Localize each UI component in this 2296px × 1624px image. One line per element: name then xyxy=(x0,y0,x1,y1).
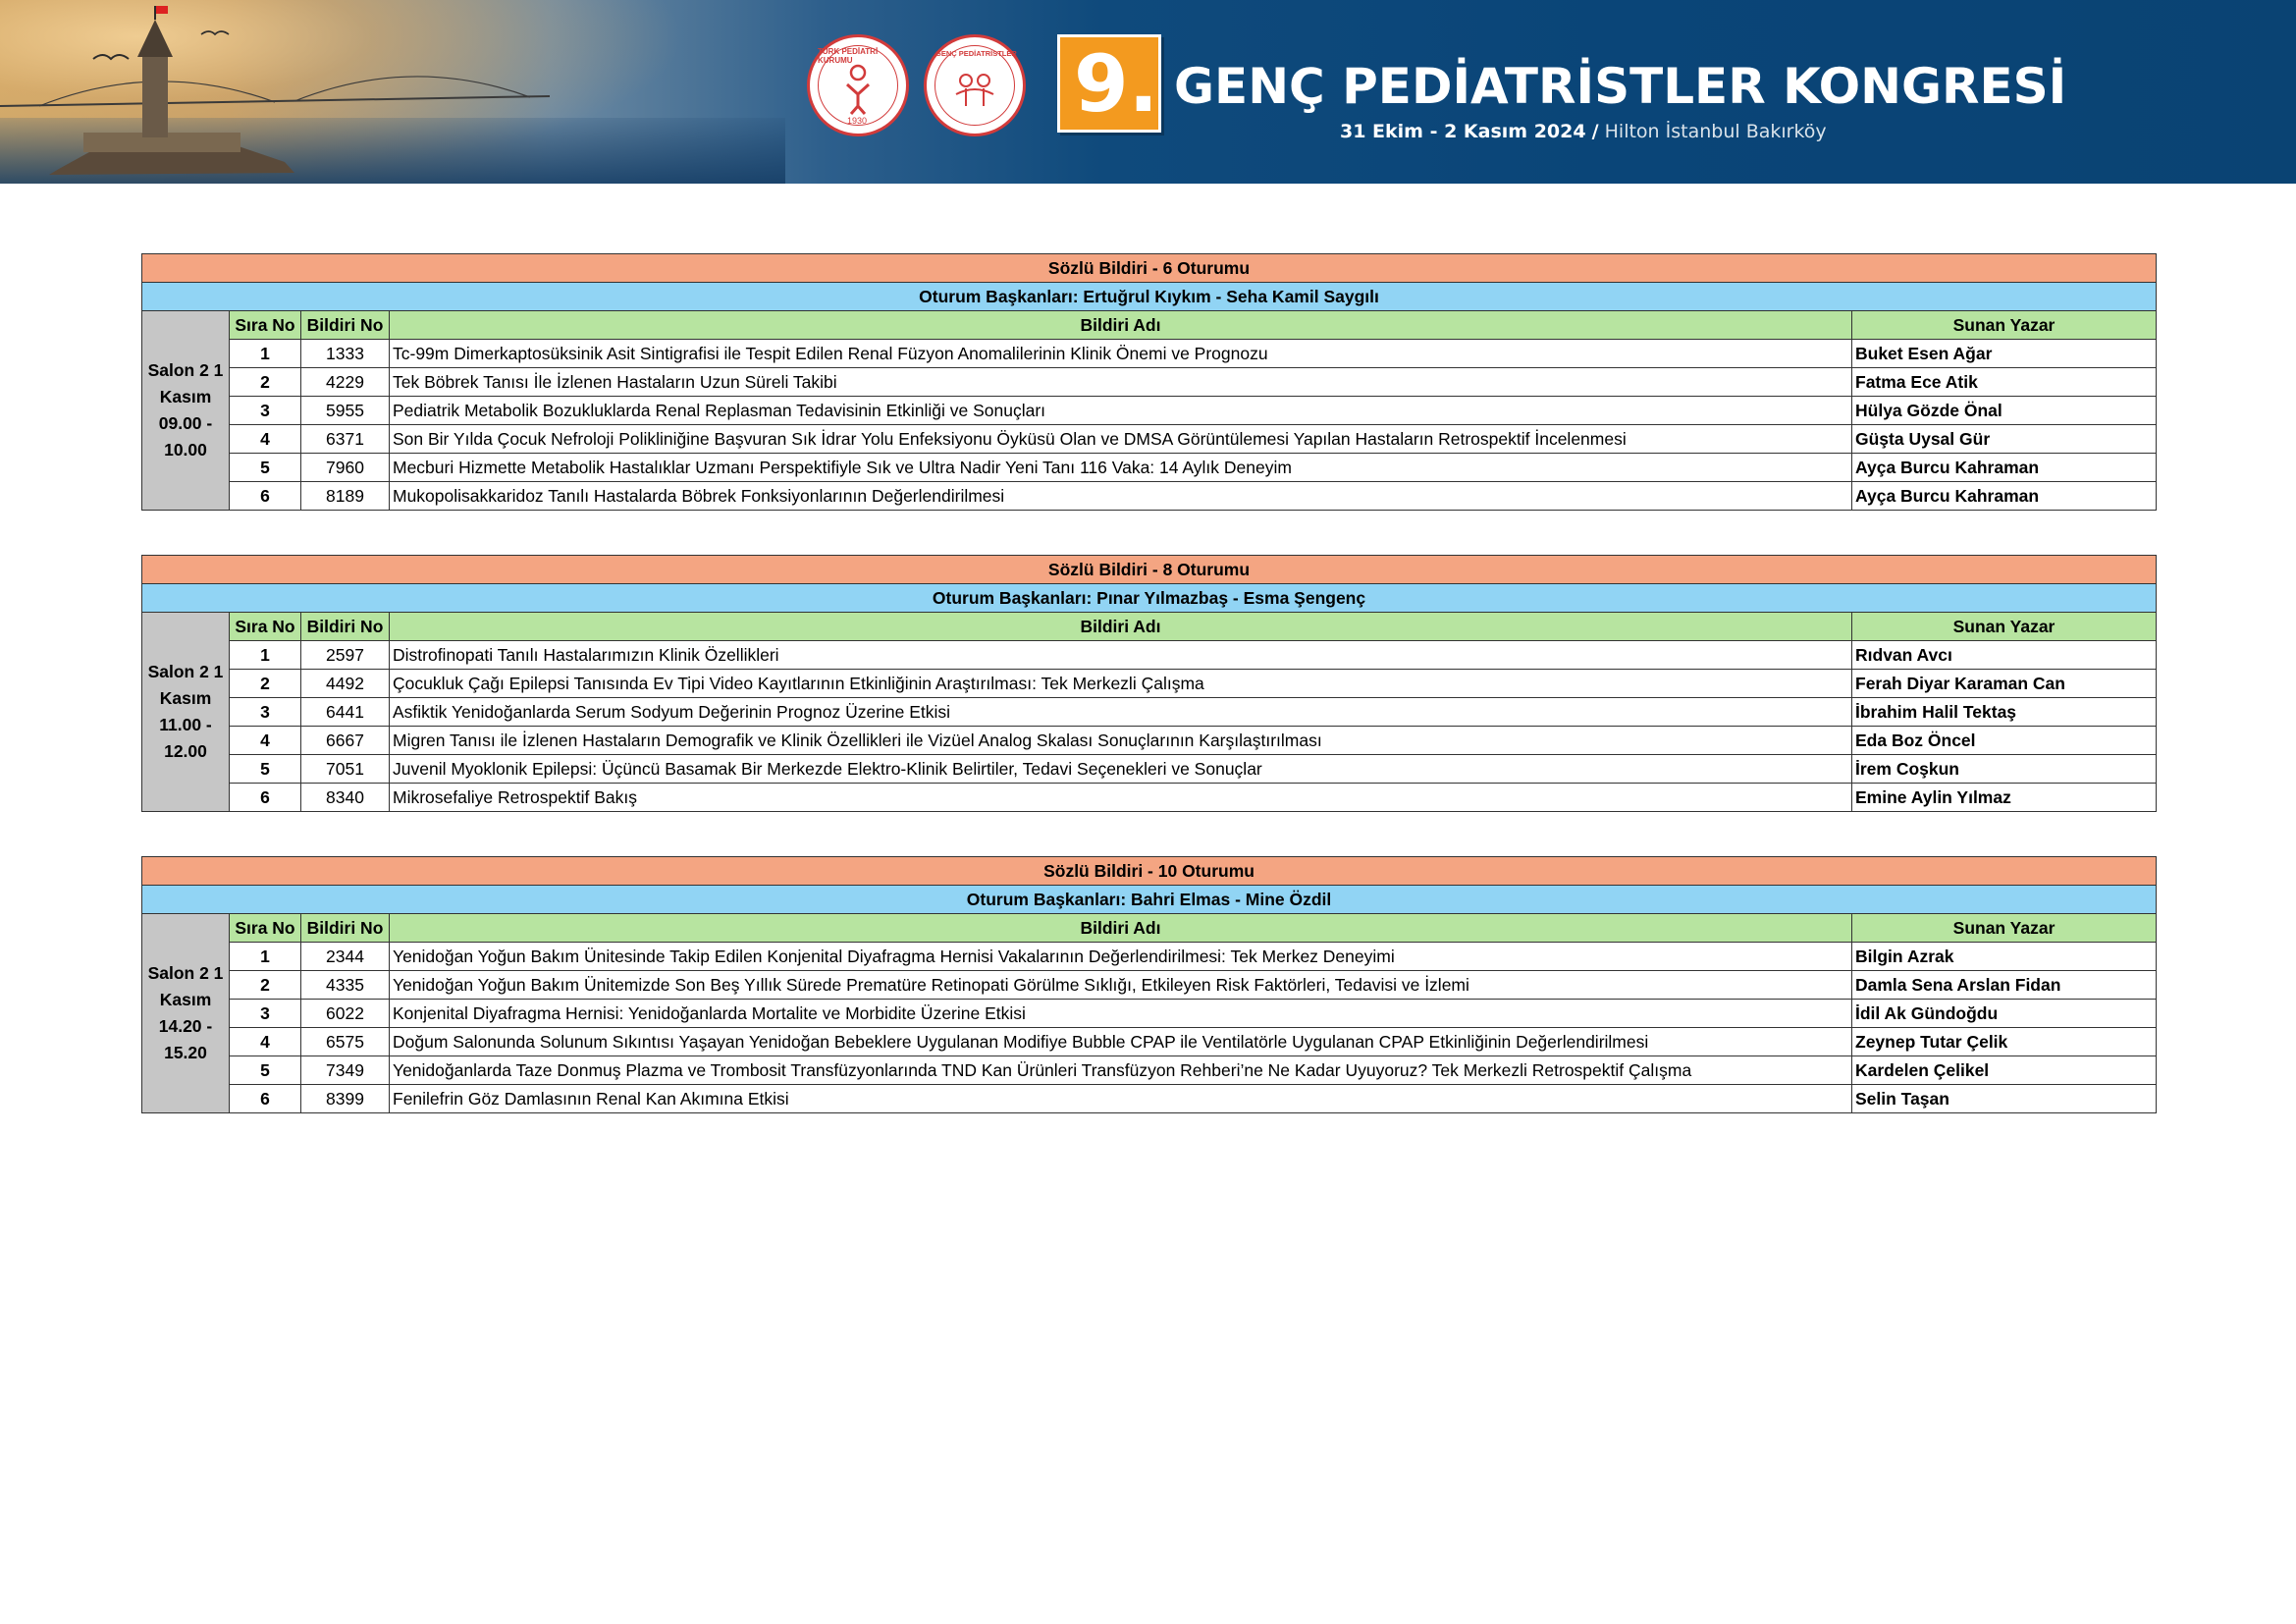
table-row xyxy=(142,425,2157,454)
table-row xyxy=(142,454,2157,482)
bildiri-no-cell: 6441 xyxy=(301,698,390,727)
table-row xyxy=(142,755,2157,784)
session-chairs: Oturum Başkanları: Bahri Elmas - Mine Özdil xyxy=(142,886,2157,914)
bildiri-title-cell: Mikrosefaliye Retrospektif Bakış xyxy=(390,784,1852,812)
sira-cell: 6 xyxy=(230,1085,301,1113)
bildiri-no-cell: 4229 xyxy=(301,368,390,397)
bildiri-title-cell: Yenidoğan Yoğun Bakım Ünitemizde Son Beş Yıllık Sürede Prematüre Retinopati Görülme Sıklığı, Etkileyen Risk Faktörleri, Tedavisi ve İzlemi xyxy=(390,971,1852,1000)
author-cell: Rıdvan Avcı xyxy=(1852,641,2157,670)
logo-left-text: TÜRK PEDİATRİ KURUMU xyxy=(818,47,879,65)
bildiri-title-cell: Distrofinopati Tanılı Hastalarımızın Klinik Özellikleri xyxy=(390,641,1852,670)
session-chairs: Oturum Başkanları: Pınar Yılmazbaş - Esma Şengenç xyxy=(142,584,2157,613)
bildiri-no-cell: 8340 xyxy=(301,784,390,812)
sira-cell: 5 xyxy=(230,454,301,482)
table-row xyxy=(142,340,2157,368)
col-header-sira: Sıra No xyxy=(230,914,301,943)
session-table-6 xyxy=(141,253,2156,511)
genc-pediatristler-logo xyxy=(924,34,1026,136)
table-row xyxy=(142,784,2157,812)
sira-cell: 3 xyxy=(230,1000,301,1028)
bildiri-title-cell: Migren Tanısı ile İzlenen Hastaların Demografik ve Klinik Özellikleri ile Vizüel Analog Skalası Sonuçlarının Karşılaştırılması xyxy=(390,727,1852,755)
congress-venue: Hilton İstanbul Bakırköy xyxy=(1604,121,1827,142)
author-cell: Selin Taşan xyxy=(1852,1085,2157,1113)
congress-dates: 31 Ekim - 2 Kasım 2024 xyxy=(1340,121,1586,142)
table-row xyxy=(142,1000,2157,1028)
table-row xyxy=(142,1028,2157,1056)
bildiri-no-cell: 1333 xyxy=(301,340,390,368)
sira-cell: 5 xyxy=(230,755,301,784)
sira-cell: 6 xyxy=(230,784,301,812)
table-row xyxy=(142,368,2157,397)
sira-cell: 4 xyxy=(230,1028,301,1056)
col-header-sunan: Sunan Yazar xyxy=(1852,914,2157,943)
table-row xyxy=(142,971,2157,1000)
table-row xyxy=(142,1056,2157,1085)
sira-cell: 2 xyxy=(230,971,301,1000)
author-cell: Eda Boz Öncel xyxy=(1852,727,2157,755)
author-cell: İdil Ak Gündoğdu xyxy=(1852,1000,2157,1028)
bildiri-title-cell: Mukopolisakkaridoz Tanılı Hastalarda Böbrek Fonksiyonlarının Değerlendirilmesi xyxy=(390,482,1852,511)
congress-subtitle xyxy=(1340,121,1827,142)
sira-cell: 4 xyxy=(230,727,301,755)
congress-title: GENÇ PEDİATRİSTLER KONGRESİ xyxy=(1174,58,2067,115)
bildiri-title-cell: Fenilefrin Göz Damlasının Renal Kan Akımına Etkisi xyxy=(390,1085,1852,1113)
session-title: Sözlü Bildiri - 8 Oturumu xyxy=(142,556,2157,584)
author-cell: Kardelen Çelikel xyxy=(1852,1056,2157,1085)
author-cell: Güşta Uysal Gür xyxy=(1852,425,2157,454)
table-row xyxy=(142,641,2157,670)
bildiri-title-cell: Mecburi Hizmette Metabolik Hastalıklar Uzmanı Perspektifiyle Sık ve Ultra Nadir Yeni Tanı 116 Vaka: 14 Aylık Deneyim xyxy=(390,454,1852,482)
author-cell: Ayça Burcu Kahraman xyxy=(1852,482,2157,511)
col-header-bildiri-no: Bildiri No xyxy=(301,613,390,641)
sira-cell: 3 xyxy=(230,397,301,425)
col-header-bildiri-no: Bildiri No xyxy=(301,311,390,340)
bildiri-title-cell: Yenidoğan Yoğun Bakım Ünitesinde Takip Edilen Konjenital Diyafragma Hernisi Vakalarının Değerlendirilmesi: Tek Merkez Deneyimi xyxy=(390,943,1852,971)
col-header-bildiri-adi: Bildiri Adı xyxy=(390,613,1852,641)
col-header-sunan: Sunan Yazar xyxy=(1852,311,2157,340)
bildiri-no-cell: 8189 xyxy=(301,482,390,511)
sira-cell: 2 xyxy=(230,670,301,698)
sira-cell: 1 xyxy=(230,340,301,368)
sira-cell: 3 xyxy=(230,698,301,727)
session-table-10 xyxy=(141,856,2156,1113)
logo-right-text: GENÇ PEDİATRİSTLER xyxy=(935,49,1017,58)
logo-left-year: 1930 xyxy=(847,116,868,126)
bildiri-title-cell: Çocukluk Çağı Epilepsi Tanısında Ev Tipi Video Kayıtlarının Etkinliğinin Araştırılması: Tek Merkezli Çalışma xyxy=(390,670,1852,698)
author-cell: İrem Coşkun xyxy=(1852,755,2157,784)
bildiri-title-cell: Tek Böbrek Tanısı İle İzlenen Hastaların Uzun Süreli Takibi xyxy=(390,368,1852,397)
bildiri-no-cell: 4492 xyxy=(301,670,390,698)
author-cell: Damla Sena Arslan Fidan xyxy=(1852,971,2157,1000)
table-row xyxy=(142,1085,2157,1113)
session-chairs: Oturum Başkanları: Ertuğrul Kıykım - Seha Kamil Saygılı xyxy=(142,283,2157,311)
salon-time-cell: Salon 2 1 Kasım 14.20 - 15.20 xyxy=(142,914,230,1113)
col-header-sunan: Sunan Yazar xyxy=(1852,613,2157,641)
author-cell: Zeynep Tutar Çelik xyxy=(1852,1028,2157,1056)
author-cell: Fatma Ece Atik xyxy=(1852,368,2157,397)
bildiri-title-cell: Pediatrik Metabolik Bozukluklarda Renal Replasman Tedavisinin Etkinliği ve Sonuçları xyxy=(390,397,1852,425)
bildiri-no-cell: 2344 xyxy=(301,943,390,971)
col-header-sira: Sıra No xyxy=(230,311,301,340)
maidens-tower-illustration xyxy=(0,0,785,184)
salon-time-cell: Salon 2 1 Kasım 11.00 - 12.00 xyxy=(142,613,230,812)
sira-cell: 6 xyxy=(230,482,301,511)
table-row xyxy=(142,670,2157,698)
session-title: Sözlü Bildiri - 6 Oturumu xyxy=(142,254,2157,283)
bildiri-title-cell: Yenidoğanlarda Taze Donmuş Plazma ve Trombosit Transfüzyonlarında TND Kan Ürünleri Transfüzyon Rehberi’ne Ne Kadar Uyuyoruz? Tek Merkezli Retrospektif Çalışma xyxy=(390,1056,1852,1085)
table-row xyxy=(142,698,2157,727)
bildiri-no-cell: 7960 xyxy=(301,454,390,482)
author-cell: Hülya Gözde Önal xyxy=(1852,397,2157,425)
table-row xyxy=(142,943,2157,971)
salon-time-cell: Salon 2 1 Kasım 09.00 - 10.00 xyxy=(142,311,230,511)
turk-pediatri-kurumu-logo xyxy=(807,34,909,136)
sira-cell: 2 xyxy=(230,368,301,397)
col-header-bildiri-adi: Bildiri Adı xyxy=(390,914,1852,943)
sira-cell: 5 xyxy=(230,1056,301,1085)
bildiri-no-cell: 2597 xyxy=(301,641,390,670)
bildiri-title-cell: Juvenil Myoklonik Epilepsi: Üçüncü Basamak Bir Merkezde Elektro-Klinik Belirtiler, Tedavi Seçenekleri ve Sonuçlar xyxy=(390,755,1852,784)
bildiri-title-cell: Tc-99m Dimerkaptosüksinik Asit Sintigrafisi ile Tespit Edilen Renal Füzyon Anomalilerinin Klinik Önemi ve Prognozu xyxy=(390,340,1852,368)
header-banner xyxy=(0,0,2296,184)
edition-number: 9. xyxy=(1074,38,1159,130)
table-row xyxy=(142,482,2157,511)
author-cell: Buket Esen Ağar xyxy=(1852,340,2157,368)
subtitle-separator: / xyxy=(1591,121,1599,142)
session-table-8 xyxy=(141,555,2156,812)
bildiri-title-cell: Konjenital Diyafragma Hernisi: Yenidoğanlarda Mortalite ve Morbidite Üzerine Etkisi xyxy=(390,1000,1852,1028)
col-header-sira: Sıra No xyxy=(230,613,301,641)
bildiri-title-cell: Son Bir Yılda Çocuk Nefroloji Polikliniğine Başvuran Sık İdrar Yolu Enfeksiyonu Öyküsü Olan ve DMSA Görüntülemesi Yapılan Hastaların Retrospektif İncelenmesi xyxy=(390,425,1852,454)
sira-cell: 1 xyxy=(230,943,301,971)
bildiri-title-cell: Asfiktik Yenidoğanlarda Serum Sodyum Değerinin Prognoz Üzerine Etkisi xyxy=(390,698,1852,727)
bildiri-no-cell: 4335 xyxy=(301,971,390,1000)
col-header-bildiri-adi: Bildiri Adı xyxy=(390,311,1852,340)
bildiri-no-cell: 6022 xyxy=(301,1000,390,1028)
bildiri-no-cell: 7051 xyxy=(301,755,390,784)
author-cell: Ayça Burcu Kahraman xyxy=(1852,454,2157,482)
session-title: Sözlü Bildiri - 10 Oturumu xyxy=(142,857,2157,886)
sira-cell: 4 xyxy=(230,425,301,454)
bildiri-no-cell: 6667 xyxy=(301,727,390,755)
bildiri-no-cell: 7349 xyxy=(301,1056,390,1085)
bildiri-title-cell: Doğum Salonunda Solunum Sıkıntısı Yaşayan Yenidoğan Bebeklere Uygulanan Modifiye Bubble CPAP ile Ventilatörle Uygulanan CPAP Etkinliğinin Değerlendirilmesi xyxy=(390,1028,1852,1056)
bildiri-no-cell: 5955 xyxy=(301,397,390,425)
author-cell: Ferah Diyar Karaman Can xyxy=(1852,670,2157,698)
bildiri-no-cell: 8399 xyxy=(301,1085,390,1113)
table-row xyxy=(142,727,2157,755)
author-cell: Emine Aylin Yılmaz xyxy=(1852,784,2157,812)
author-cell: İbrahim Halil Tektaş xyxy=(1852,698,2157,727)
bildiri-no-cell: 6575 xyxy=(301,1028,390,1056)
table-row xyxy=(142,397,2157,425)
bildiri-no-cell: 6371 xyxy=(301,425,390,454)
sira-cell: 1 xyxy=(230,641,301,670)
author-cell: Bilgin Azrak xyxy=(1852,943,2157,971)
col-header-bildiri-no: Bildiri No xyxy=(301,914,390,943)
